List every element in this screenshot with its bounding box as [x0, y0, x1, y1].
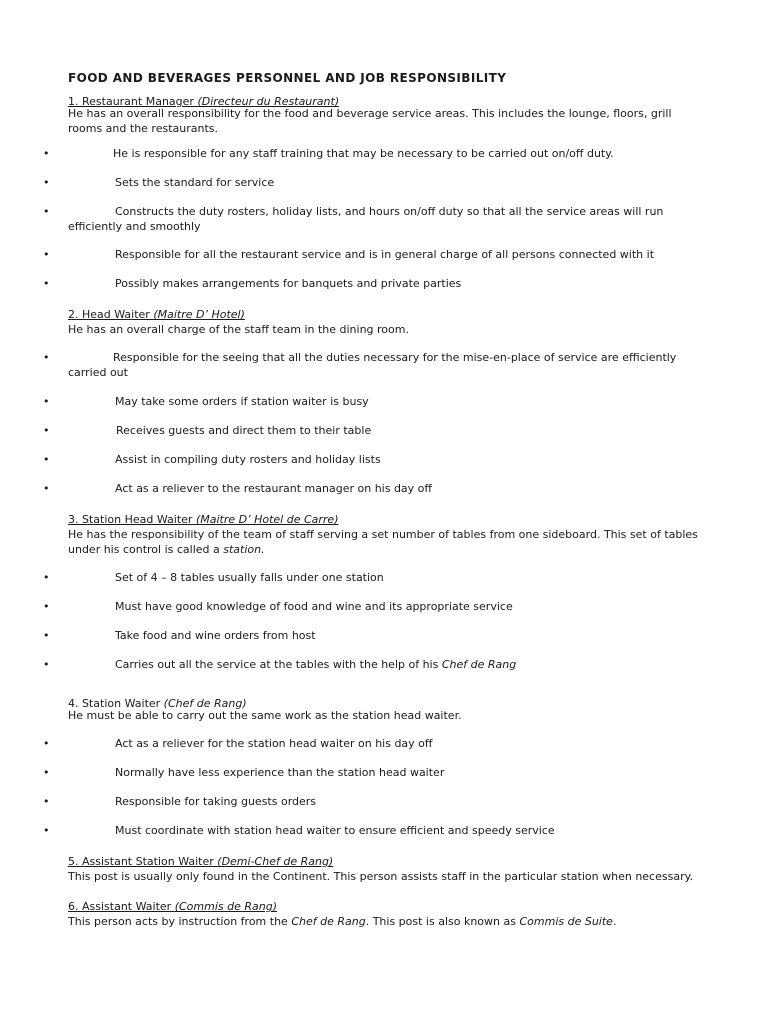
heading-french-title: (Maitre D’ Hotel): [153, 308, 245, 321]
description-italic-term: Commis de Suite: [519, 915, 613, 928]
bullet-icon: •: [43, 795, 50, 808]
list-item: Normally have less experience than the station head waiter: [115, 766, 445, 779]
list-item: Must have good knowledge of food and wine and its appropriate service: [115, 600, 513, 613]
section-heading-text: [68, 513, 339, 526]
description-text: He has the responsibility of the team of staff serving a set number of tables from one sideboard. This set of tables under his control is called a: [68, 528, 698, 556]
bullet-icon: •: [43, 482, 50, 495]
section-description: [68, 527, 708, 557]
list-item: He is responsible for any staff training that may be necessary to be carried out on/off duty.: [113, 147, 614, 160]
list-item: Responsible for taking guests orders: [115, 795, 317, 808]
list-item: Set of 4 – 8 tables usually falls under one station: [115, 571, 384, 584]
bullet-icon: •: [43, 766, 50, 779]
list-item: Responsible for all the restaurant service and is in general charge of all persons connected with it: [115, 248, 655, 261]
heading-number-title: 3. Station Head Waiter: [68, 513, 193, 526]
list-item: Constructs the duty rosters, holiday lists, and hours on/off duty so that all the service areas will run efficiently and smoothly: [68, 205, 664, 233]
section-heading-station-head-waiter: [68, 512, 708, 527]
heading-french-title: (Demi-Chef de Rang): [217, 855, 334, 868]
list-item: Must coordinate with station head waiter to ensure efficient and speedy service: [115, 824, 555, 837]
list-item: [115, 657, 755, 672]
section-heading-text: [68, 855, 333, 868]
bullet-icon: •: [43, 147, 50, 160]
heading-french-title: (Commis de Rang): [174, 900, 277, 913]
section-description: This post is usually only found in the Continent. This person assists staff in the particular station when necessary.: [68, 870, 694, 883]
section-description: He must be able to carry out the same work as the station head waiter.: [68, 709, 462, 722]
bullet-icon: •: [43, 453, 50, 466]
description-text: .: [612, 915, 617, 928]
bullet-icon: •: [43, 629, 50, 642]
list-item: Assist in compiling duty rosters and holiday lists: [115, 453, 381, 466]
list-item: Take food and wine orders from host: [115, 629, 316, 642]
bullet-icon: •: [43, 658, 50, 671]
list-item: Receives guests and direct them to their table: [116, 424, 372, 437]
section-description: He has an overall responsibility for the food and beverage service areas. This includes the lounge, floors, grill rooms and the restaurants.: [68, 107, 672, 135]
bullet-icon: •: [43, 248, 50, 261]
list-item: Responsible for the seeing that all the duties necessary for the mise-en-place of service are efficiently carried out: [68, 351, 677, 379]
list-item: Act as a reliever for the station head waiter on his day off: [115, 737, 433, 750]
heading-number-title: 5. Assistant Station Waiter: [68, 855, 214, 868]
description-italic-term: station.: [223, 543, 265, 556]
heading-number-title: 4. Station Waiter: [68, 697, 161, 710]
bullet-icon: •: [43, 424, 50, 437]
bullet-icon: •: [43, 824, 50, 837]
description-italic-term: Chef de Rang: [291, 915, 366, 928]
heading-french-title: (Chef de Rang): [163, 697, 247, 710]
section-heading-text: [68, 308, 245, 321]
section-heading-text: [68, 900, 277, 913]
section-heading-assistant-waiter: [68, 899, 708, 914]
list-item: Sets the standard for service: [115, 176, 275, 189]
section-heading-head-waiter: [68, 307, 708, 322]
bullet-icon: •: [43, 176, 50, 189]
heading-number-title: 6. Assistant Waiter: [68, 900, 172, 913]
section-description: [68, 914, 708, 929]
heading-french-title: (Maitre D’ Hotel de Carre): [195, 513, 339, 526]
bullet-icon: •: [43, 277, 50, 290]
bullet-icon: •: [43, 737, 50, 750]
bullet-icon: •: [43, 351, 50, 364]
section-description: He has an overall charge of the staff team in the dining room.: [68, 323, 409, 336]
section-heading-assistant-station-waiter: [68, 854, 708, 869]
bullet-icon: •: [43, 600, 50, 613]
list-item-italic-term: Chef de Rang: [441, 658, 517, 671]
heading-french-title: (Directeur du Restaurant): [197, 95, 340, 108]
heading-number-title: 2. Head Waiter: [68, 308, 150, 321]
description-text: . This post is also known as: [365, 915, 516, 928]
heading-number-title: 1. Restaurant Manager: [68, 95, 194, 108]
document-title: FOOD AND BEVERAGES PERSONNEL AND JOB RESPONSIBILITY: [68, 71, 507, 85]
bullet-icon: •: [43, 205, 50, 218]
list-item-text: Carries out all the service at the tables with the help of his: [115, 658, 439, 671]
bullet-icon: •: [43, 395, 50, 408]
list-item: May take some orders if station waiter is busy: [115, 395, 369, 408]
description-text: This person acts by instruction from the: [68, 915, 288, 928]
bullet-icon: •: [43, 571, 50, 584]
list-item: Possibly makes arrangements for banquets and private parties: [115, 277, 462, 290]
list-item: Act as a reliever to the restaurant manager on his day off: [115, 482, 432, 495]
